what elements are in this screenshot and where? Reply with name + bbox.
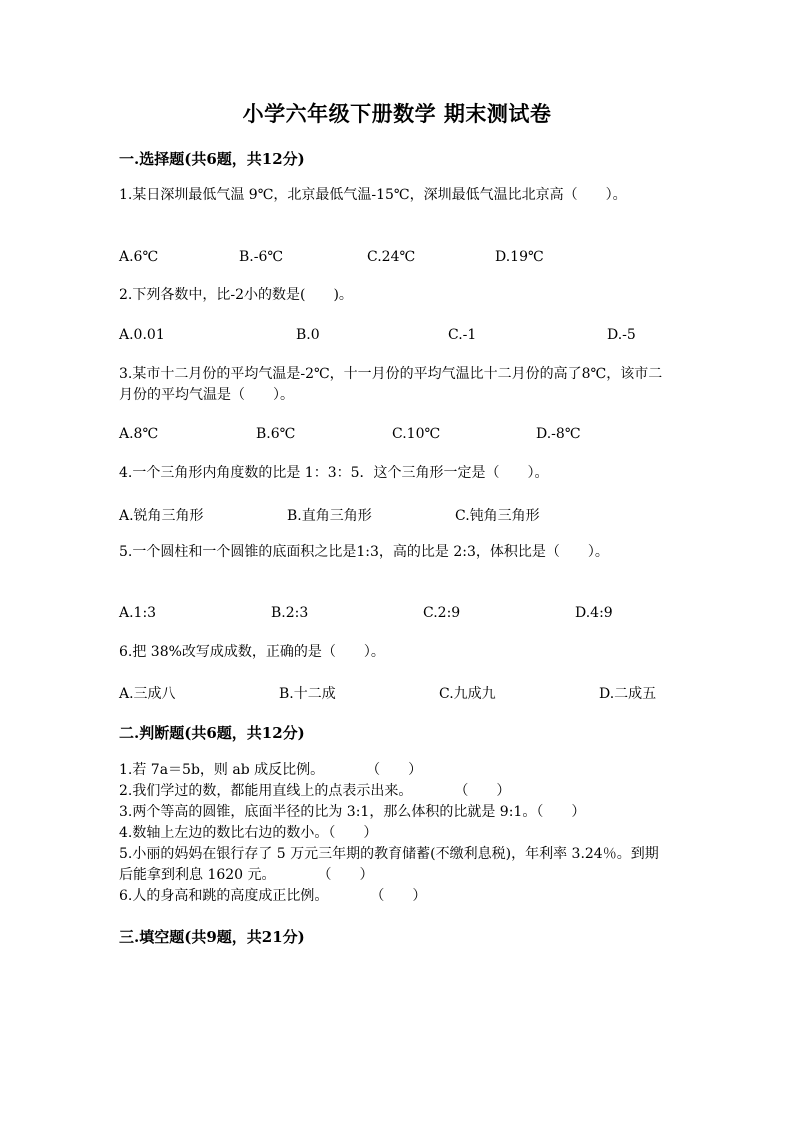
option: A.0.01 — [119, 327, 165, 343]
section-heading-judge: 二.判断题(共6题，共12分) — [119, 724, 305, 742]
option: A.锐角三角形 — [119, 508, 204, 524]
option: A.6℃ — [119, 249, 159, 265]
judge-item: 3.两个等高的圆锥，底面半径的比为 3:1，那么体积的比就是 9:1。（ ） — [119, 804, 586, 820]
page-title: 小学六年级下册数学 期末测试卷 — [242, 101, 552, 126]
option: C.10℃ — [392, 426, 441, 442]
section-heading-fill: 三.填空题(共9题，共21分) — [119, 928, 305, 946]
question-stem: 6.把 38%改写成成数，正确的是（ ）。 — [119, 644, 385, 660]
option: A.三成八 — [119, 686, 176, 702]
option: D.4:9 — [575, 605, 613, 621]
judge-item: 2.我们学过的数，都能用直线上的点表示出来。 （ ） — [119, 783, 511, 799]
option: B.2:3 — [271, 605, 309, 621]
option: B.直角三角形 — [287, 508, 372, 524]
question-stem: 1.某日深圳最低气温 9℃，北京最低气温-15℃，深圳最低气温比北京高（ ）。 — [119, 187, 627, 203]
option: B.6℃ — [256, 426, 296, 442]
option: D.-8℃ — [536, 426, 581, 442]
option: C.-1 — [448, 327, 477, 343]
option: D.二成五 — [599, 686, 657, 702]
option: A.8℃ — [119, 426, 159, 442]
option: B.-6℃ — [239, 249, 284, 265]
question-stem: 2.下列各数中，比-2小的数是( )。 — [119, 287, 353, 303]
option: B.十二成 — [279, 686, 336, 702]
option: D.19℃ — [495, 249, 544, 265]
option: A.1:3 — [119, 605, 157, 621]
judge-item: 5.小丽的妈妈在银行存了 5 万元三年期的教育储蓄(不缴利息税)，年利率 3.24％。到期后能拿到利息 1620 元。 （ ） — [119, 846, 659, 883]
option: C.钝角三角形 — [455, 508, 540, 524]
option: C.24℃ — [367, 249, 416, 265]
question-stem: 3.某市十二月份的平均气温是-2℃，十一月份的平均气温比十二月份的高了8℃，该市二月份的平均气温是（ ）。 — [119, 366, 663, 403]
question-stem: 4.一个三角形内角度数的比是 1：3：5．这个三角形一定是（ ）。 — [119, 465, 549, 481]
option: D.-5 — [607, 327, 636, 343]
option: B.0 — [296, 327, 320, 343]
judge-item: 1.若 7a＝5b，则 ab 成反比例。 （ ） — [119, 762, 423, 778]
option: C.九成九 — [439, 686, 496, 702]
section-heading-choice: 一.选择题(共6题，共12分) — [119, 150, 305, 168]
option: C.2:9 — [423, 605, 461, 621]
judge-item: 4.数轴上左边的数比右边的数小。（ ） — [119, 825, 378, 841]
judge-item: 6.人的身高和跳的高度成正比例。 （ ） — [119, 888, 427, 904]
question-stem: 5.一个圆柱和一个圆锥的底面积之比是1:3，高的比是 2:3，体积比是（ ）。 — [119, 544, 609, 560]
